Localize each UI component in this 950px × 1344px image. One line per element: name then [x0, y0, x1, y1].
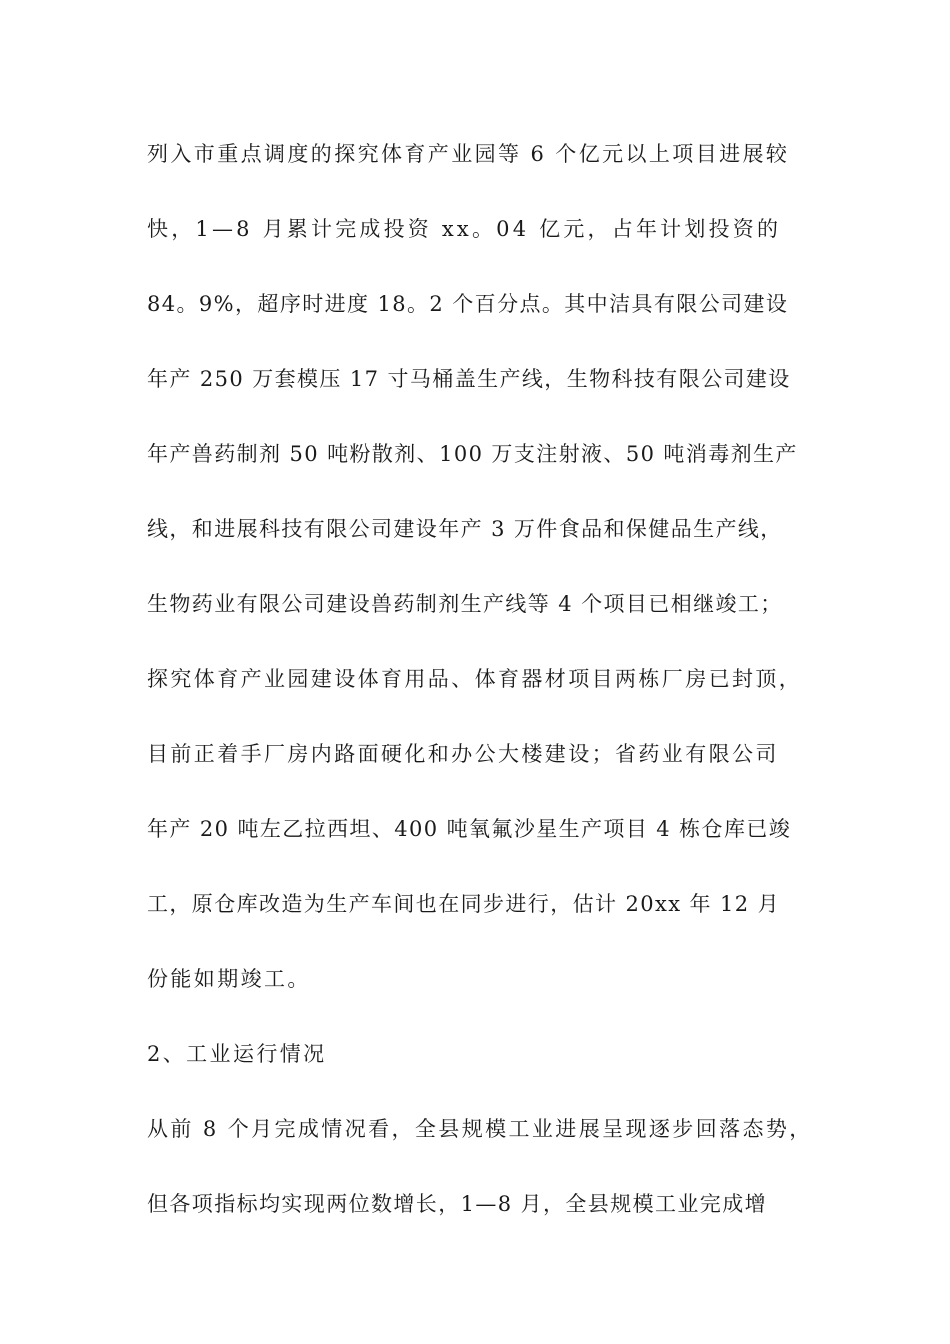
- text-line-3: 84。9%，超序时进度 18。2 个百分点。其中洁具有限公司建设: [147, 292, 789, 316]
- text-line-1: 列入市重点调度的探究体育产业园等 6 个亿元以上项目进展较: [147, 142, 790, 166]
- text-line-9: 目前正着手厂房内路面硬化和办公大楼建设；省药业有限公司: [147, 742, 779, 766]
- text-line-4: 年产 250 万套模压 17 寸马桶盖生产线，生物科技有限公司建设: [147, 367, 791, 391]
- text-line-2: 快，1—8 月累计完成投资 xx。04 亿元，占年计划投资的: [147, 217, 782, 241]
- text-line-6: 线，和进展科技有限公司建设年产 3 万件食品和保健品生产线，: [147, 517, 783, 541]
- text-line-14: 从前 8 个月完成情况看，全县规模工业进展呈现逐步回落态势，: [147, 1117, 813, 1141]
- document-body: [147, 131, 827, 1256]
- text-line-5: 年产兽药制剂 50 吨粉散剂、100 万支注射液、50 吨消毒剂生产: [147, 442, 798, 466]
- text-line-15: 但各项指标均实现两位数增长，1—8 月，全县规模工业完成增: [147, 1192, 767, 1216]
- text-line-12: 份能如期竣工。: [147, 967, 311, 991]
- text-line-10: 年产 20 吨左乙拉西坦、400 吨氧氟沙星生产项目 4 栋仓库已竣: [147, 817, 792, 841]
- text-line-11: 工，原仓库改造为生产车间也在同步进行，估计 20xx 年 12 月: [147, 892, 781, 916]
- text-line-8: 探究体育产业园建设体育用品、体育器材项目两栋厂房已封顶，: [147, 667, 803, 691]
- text-line-7: 生物药业有限公司建设兽药制剂生产线等 4 个项目已相继竣工；: [147, 592, 783, 616]
- section-heading: 2、工业运行情况: [147, 1042, 327, 1066]
